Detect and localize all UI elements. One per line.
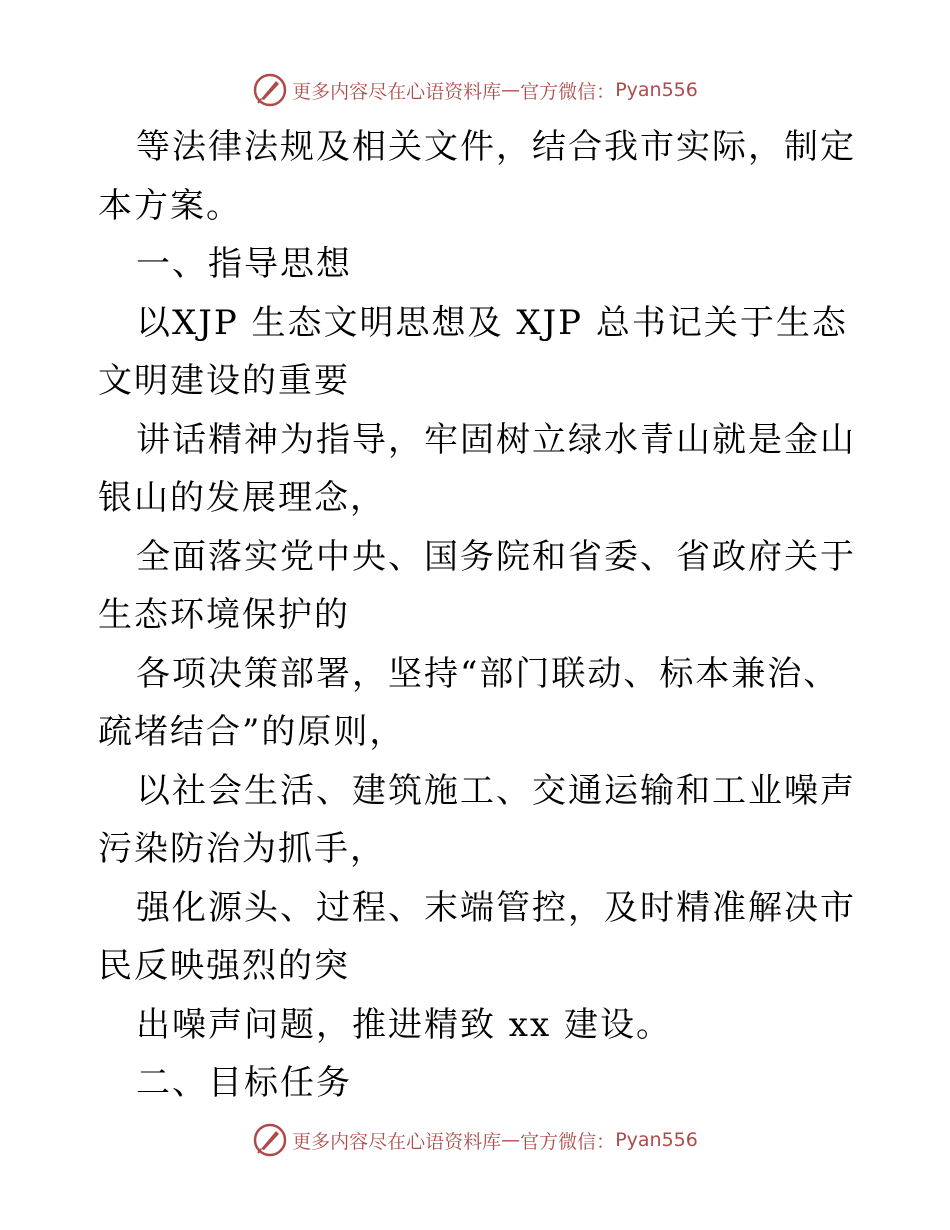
paragraph-6: 以社会生活、建筑施工、交通运输和工业噪声污染防治为抓手， xyxy=(98,770,856,869)
banner-dash: — xyxy=(501,79,521,101)
banner-official: 官方微信： xyxy=(520,1130,616,1153)
feather-pen-logo-icon xyxy=(252,72,288,108)
document-body xyxy=(98,118,858,1113)
paragraph-8: 出噪声问题，推进精致 xx 建设。 xyxy=(136,1004,672,1045)
footer-banner xyxy=(0,1120,950,1160)
heading-objectives: 二、目标任务 xyxy=(136,1063,352,1103)
paragraph-7: 强化源头、过程、末端管控，及时精准解决市民反映强烈的突 xyxy=(98,887,856,986)
paragraph-3: 讲话精神为指导，牢固树立绿水青山就是金山银山的发展理念， xyxy=(98,419,856,518)
feather-pen-logo-icon xyxy=(252,1122,288,1158)
paragraph-1: 等法律法规及相关文件，结合我市实际，制定本方案。 xyxy=(98,127,856,226)
banner-wechat-id: Pyan556 xyxy=(615,1129,698,1151)
paragraph-2: 以XJP 生态文明思想及 XJP 总书记关于生态文明建设的重要 xyxy=(98,302,848,401)
banner-dash: — xyxy=(501,1129,521,1151)
paragraph-5: 各项决策部署，坚持“部门联动、标本兼治、疏堵结合”的原则， xyxy=(98,653,840,752)
banner-text: 更多内容尽在心语资料库 xyxy=(292,80,502,103)
banner-text: 更多内容尽在心语资料库 xyxy=(292,1130,502,1153)
paragraph-4: 全面落实党中央、国务院和省委、省政府关于生态环境保护的 xyxy=(98,536,856,635)
banner-official: 官方微信： xyxy=(520,80,616,103)
header-banner xyxy=(0,70,950,110)
banner-wechat-id: Pyan556 xyxy=(615,79,698,101)
heading-guiding-ideology: 一、指导思想 xyxy=(136,244,352,284)
